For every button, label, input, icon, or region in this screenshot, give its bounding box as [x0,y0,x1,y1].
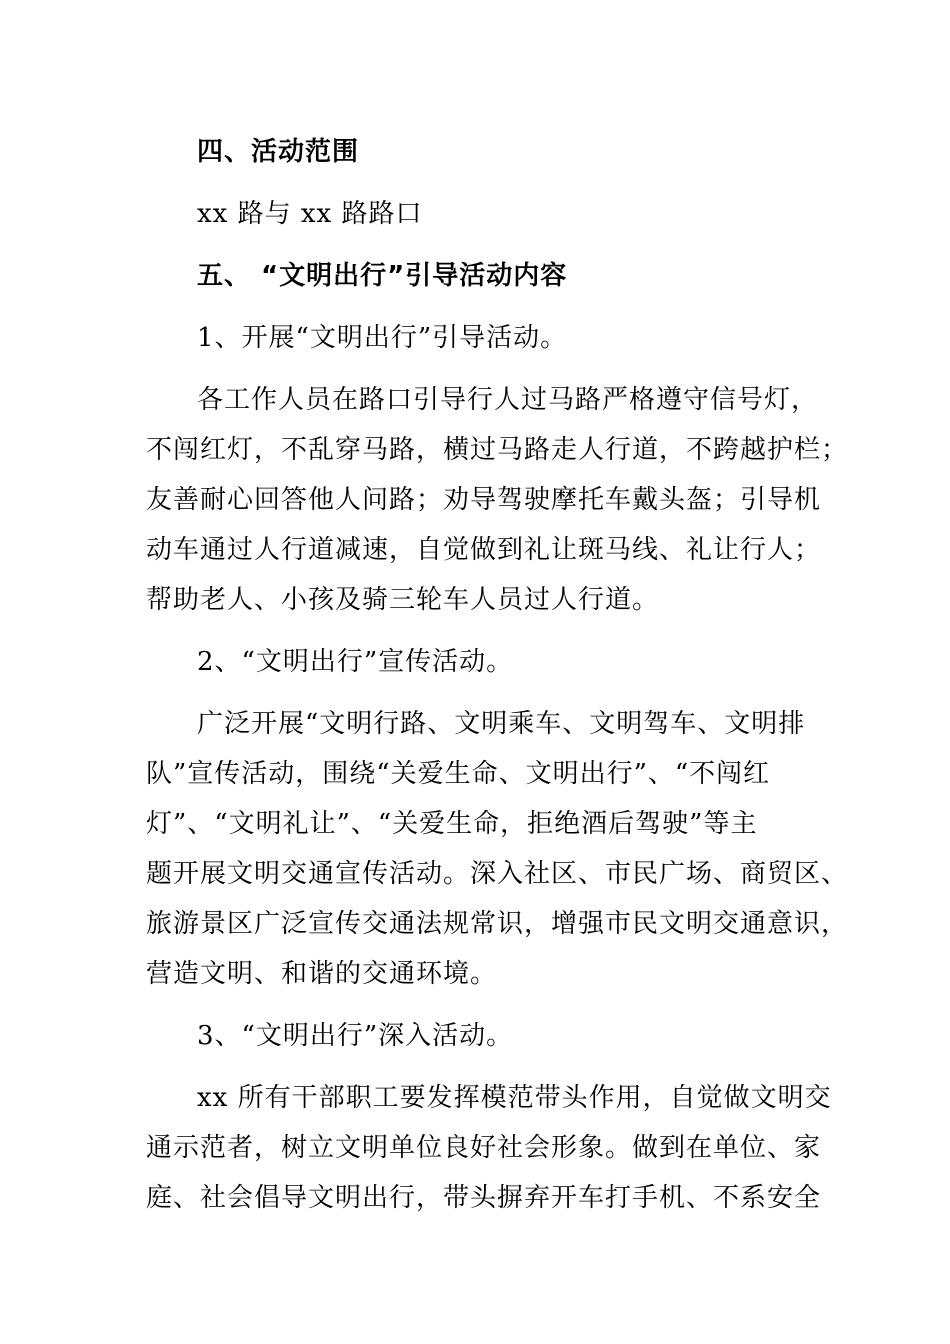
paragraph-line: 帮助老人、小孩及骑三轮车人员过人行道。 [146,585,660,615]
paragraph-line: 灯”、“文明礼让”、“关爱生命，拒绝酒后驾驶”等主 [146,809,758,839]
paragraph-line: 各工作人员在路口引导行人过马路严格遵守信号灯， [197,385,819,415]
paragraph-line: 动车通过人行道减速，自觉做到礼让斑马线、礼让行人； [146,535,822,565]
paragraph-line: 题开展文明交通宣传活动。深入社区、市民广场、商贸区、 [146,859,849,889]
paragraph-line: 庭、社会倡导文明出行，带头摒弃开车打手机、不系安全 [146,1183,822,1213]
section-heading-scope: 四、活动范围 [197,137,360,167]
paragraph-line: 队”宣传活动，围绕“关爱生命、文明出行”、“不闯红 [146,759,771,789]
paragraph-line: 旅游景区广泛宣传交通法规常识，增强市民文明交通意识， [146,909,849,939]
paragraph-line: xx 所有干部职工要发挥模范带头作用，自觉做文明交 [197,1083,832,1113]
item-title-publicity: 2、“文明出行”宣传活动。 [197,647,514,677]
item-title-guidance: 1、开展“文明出行”引导活动。 [197,323,568,353]
scope-text: xx 路与 xx 路路口 [197,199,423,229]
paragraph-line: 通示范者，树立文明单位良好社会形象。做到在单位、家 [146,1133,822,1163]
paragraph-line: 营造文明、和谐的交通环境。 [146,959,498,989]
paragraph-line: 友善耐心回答他人问路；劝导驾驶摩托车戴头盔；引导机 [146,485,822,515]
section-heading-content: 五、 “文明出行”引导活动内容 [197,261,568,291]
item-title-deepening: 3、“文明出行”深入活动。 [197,1021,514,1051]
paragraph-line: 广泛开展“文明行路、文明乘车、文明驾车、文明排 [197,709,806,739]
paragraph-line: 不闯红灯，不乱穿马路，横过马路走人行道，不跨越护栏； [146,435,849,465]
